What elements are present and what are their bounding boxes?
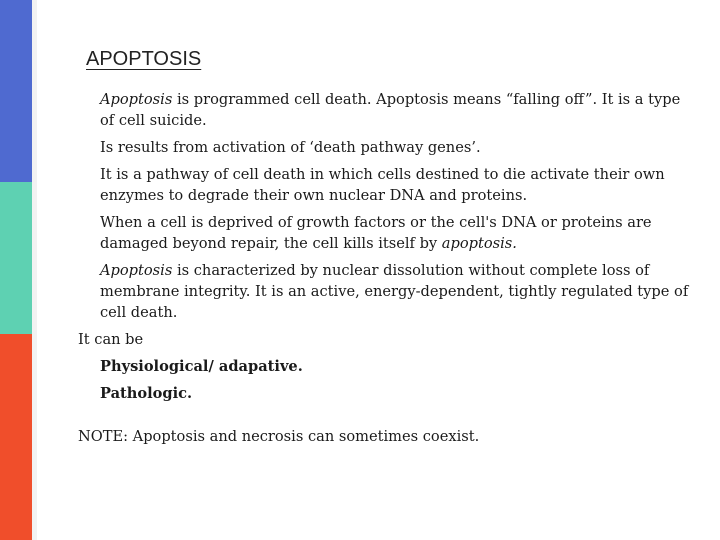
bullet-text-body: is programmed cell death. Apoptosis means “falling off”. It is a type of cell suicide. (100, 91, 681, 129)
type-text: Pathologic. (100, 385, 193, 402)
bullet-text-body: When a cell is deprived of growth factors or the cell's DNA or proteins are damaged beyond repair, the cell kills itself by (100, 214, 652, 252)
bullet-text: Is results from activation of ‘death pathway genes’. (100, 139, 481, 156)
bullet-text (100, 212, 690, 254)
bullet-item-2 (78, 137, 690, 158)
slide-title: APOPTOSIS (86, 48, 202, 70)
left-accent-bar (0, 0, 32, 540)
bullet-text (100, 260, 690, 323)
accent-segment-red (0, 334, 32, 540)
intro-text: It can be (78, 331, 144, 348)
bullet-text-body: is characterized by nuclear dissolution without complete loss of membrane integrity. It is an active, energy-dependent, tightly regulated type of cell death. (100, 262, 689, 321)
bullet-item-5 (78, 260, 690, 323)
spacer (78, 410, 690, 426)
bullet-text (100, 89, 690, 131)
bullet-text: It is a pathway of cell death in which cells destined to die activate their own enzymes to degrade their own nuclear DNA and proteins. (100, 166, 665, 204)
note-text: NOTE: Apoptosis and necrosis can sometimes coexist. (78, 428, 480, 445)
type-item-1 (78, 356, 690, 377)
bullet-item-3 (78, 164, 690, 206)
emphasis-term: Apoptosis (100, 91, 173, 108)
bullet-item-1 (78, 89, 690, 131)
accent-segment-blue (0, 0, 32, 182)
emphasis-term: Apoptosis (100, 262, 173, 279)
bullet-item-4 (78, 212, 690, 254)
accent-segment-teal (0, 182, 32, 334)
type-item-2 (78, 383, 690, 404)
accent-bar-edge (32, 0, 37, 540)
slide-content (78, 89, 690, 453)
type-text: Physiological/ adapative. (100, 358, 303, 375)
emphasis-term: apoptosis. (441, 235, 517, 252)
